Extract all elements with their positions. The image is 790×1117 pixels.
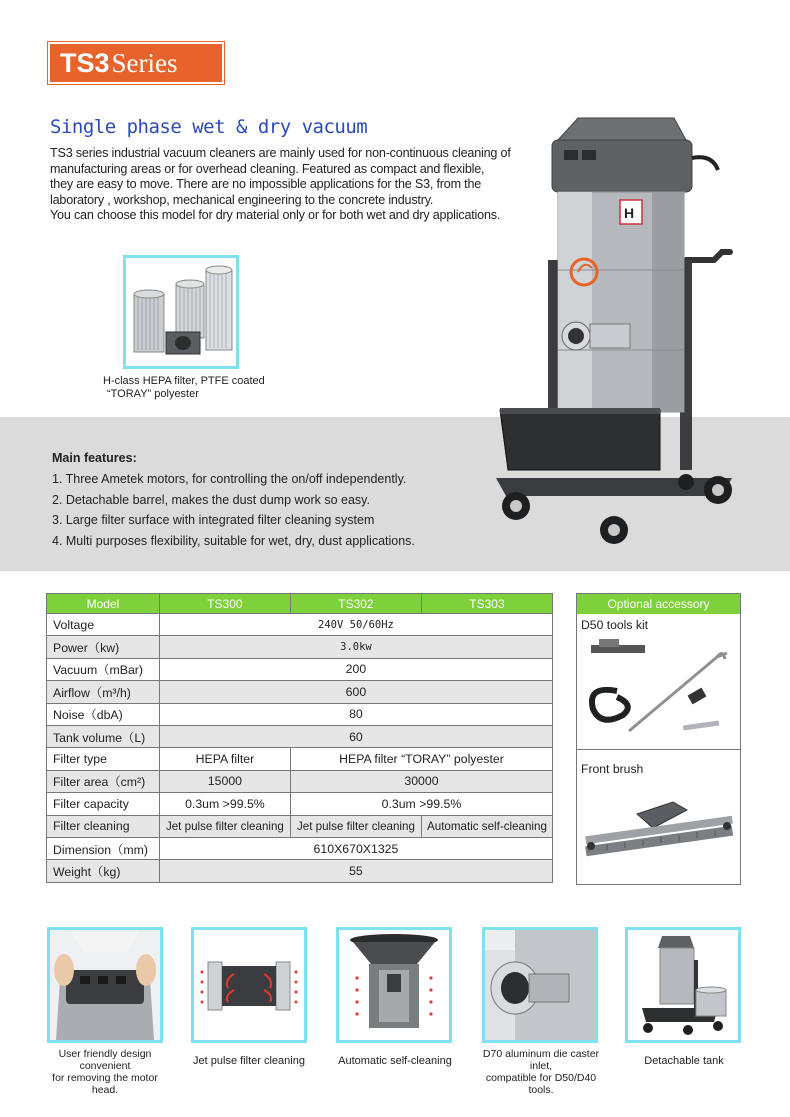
thumb-caption	[330, 1055, 460, 1067]
row-value: 0.3um >99.5%	[290, 793, 552, 815]
svg-text:H: H	[624, 205, 635, 221]
row-value: HEPA filter “TORAY” polyester	[290, 748, 552, 770]
col-header-model: Model	[47, 594, 160, 614]
table-row	[47, 815, 553, 837]
row-value: 0.3um >99.5%	[159, 793, 290, 815]
row-value: 55	[159, 860, 552, 882]
table-row	[47, 681, 553, 703]
row-label: Airflow（m³/h)	[47, 681, 160, 703]
accessory-box	[576, 593, 741, 885]
table-row	[47, 658, 553, 680]
accessory-label: D50 tools kit	[581, 618, 649, 632]
vacuum-cleaner-photo	[486, 110, 748, 550]
thumb-caption	[38, 1048, 172, 1096]
filter-caption-line: H-class HEPA filter, PTFE coated	[103, 375, 265, 387]
intro-line: manufacturing areas or for overhead cleaning. Featured as compact and flexible,	[50, 161, 485, 176]
thumb-jet-pulse	[191, 927, 307, 1043]
filter-caption-line: “TORAY” polyester	[107, 388, 199, 400]
col-header-ts300: TS300	[159, 594, 290, 614]
row-value: Jet pulse filter cleaning	[159, 815, 290, 837]
series-name-suffix: Series	[111, 47, 178, 78]
accessory-title: Optional accessory	[577, 594, 740, 614]
thumb-caption-line: compatible for D50/D40 tools.	[485, 1072, 597, 1096]
table-row	[47, 636, 553, 658]
thumb-inlet	[482, 927, 598, 1043]
thumb-caption-line: User friendly design convenient	[58, 1048, 152, 1072]
thumb-detachable-tank	[625, 927, 741, 1043]
row-label: Voltage	[47, 614, 160, 636]
row-value: 240V 50/60Hz	[159, 614, 552, 636]
page-headline: Single phase wet & dry vacuum	[50, 116, 368, 138]
row-value: 200	[159, 658, 552, 680]
series-badge	[48, 42, 224, 84]
row-label: Tank volume（L)	[47, 725, 160, 747]
row-value: Automatic self-cleaning	[421, 815, 552, 837]
row-value: 30000	[290, 770, 552, 792]
row-label: Weight（kg)	[47, 860, 160, 882]
table-row	[47, 837, 553, 859]
table-row	[47, 793, 553, 815]
row-label: Power（kw)	[47, 636, 160, 658]
table-row	[47, 860, 553, 882]
spec-header-row	[47, 594, 553, 614]
row-label: Noise（dbA)	[47, 703, 160, 725]
thumb-caption-line: for removing the motor head.	[52, 1072, 158, 1096]
row-value: 60	[159, 725, 552, 747]
row-label: Filter type	[47, 748, 160, 770]
features-list	[52, 469, 415, 551]
thumb-motor-head	[47, 927, 163, 1043]
row-label: Filter cleaning	[47, 815, 160, 837]
spec-table	[46, 593, 553, 883]
row-value: 15000	[159, 770, 290, 792]
col-header-ts303: TS303	[421, 594, 552, 614]
feature-item: 2. Detachable barrel, makes the dust dump work so easy.	[52, 492, 370, 507]
intro-line: laboratory , workshop, mechanical engineering to the concrete industry.	[50, 192, 434, 207]
feature-item: 4. Multi purposes flexibility, suitable for wet, dry, dust applications.	[52, 533, 415, 548]
row-value: 610X670X1325	[159, 837, 552, 859]
thumb-caption-line: Detachable tank	[644, 1055, 724, 1067]
table-row	[47, 725, 553, 747]
row-label: Filter area（cm²)	[47, 770, 160, 792]
series-name-bold: TS3	[60, 47, 110, 78]
table-row	[47, 770, 553, 792]
row-label: Vacuum（mBar)	[47, 658, 160, 680]
thumb-caption-line: Jet pulse filter cleaning	[193, 1055, 305, 1067]
row-label: Filter capacity	[47, 793, 160, 815]
accessory-label: Front brush	[581, 762, 644, 776]
table-row	[47, 703, 553, 725]
thumb-caption-line: Automatic self-cleaning	[338, 1055, 452, 1067]
features-title: Main features:	[52, 451, 137, 465]
row-value: HEPA filter	[159, 748, 290, 770]
table-row	[47, 614, 553, 636]
row-value: 80	[159, 703, 552, 725]
front-brush-image	[577, 780, 740, 880]
intro-text	[50, 146, 525, 224]
thumb-caption	[473, 1048, 609, 1096]
thumb-caption-line: D70 aluminum die caster inlet,	[482, 1048, 600, 1072]
row-value: 3.0kw	[159, 636, 552, 658]
feature-item: 3. Large filter surface with integrated filter cleaning system	[52, 513, 375, 527]
table-row	[47, 748, 553, 770]
intro-line: they are easy to move. There are no impossible applications for the S3, from the	[50, 177, 482, 191]
thumb-self-cleaning	[336, 927, 452, 1043]
accessory-section-tools	[577, 615, 740, 750]
filter-cartridge-photo	[123, 255, 239, 369]
filter-caption	[103, 375, 273, 401]
row-value: Jet pulse filter cleaning	[290, 815, 421, 837]
col-header-ts302: TS302	[290, 594, 421, 614]
row-label: Dimension（mm)	[47, 837, 160, 859]
intro-line: TS3 series industrial vacuum cleaners are mainly used for non-continuous cleaning of	[50, 146, 511, 160]
row-value: 600	[159, 681, 552, 703]
intro-line: You can choose this model for dry material only or for both wet and dry applications.	[50, 208, 501, 222]
thumb-caption	[186, 1055, 312, 1067]
feature-item: 1. Three Ametek motors, for controlling the on/off independently.	[52, 472, 407, 486]
thumb-caption	[622, 1055, 746, 1067]
tools-kit-image	[577, 635, 740, 747]
